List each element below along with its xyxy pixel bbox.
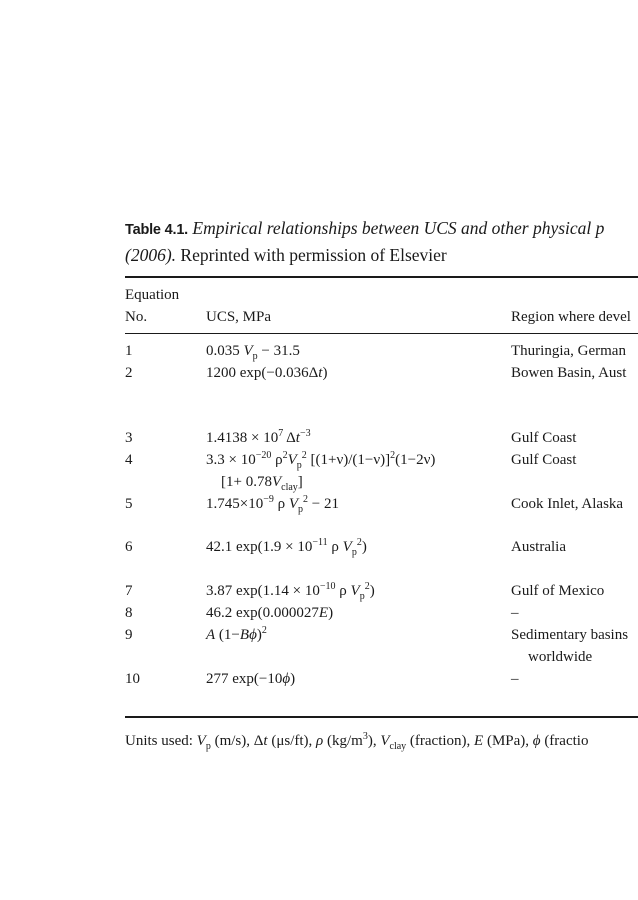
row-3-formula: $1.4138 \times 10^7$ $\Delta t^{-3}$	[206, 428, 311, 446]
row-5-formula: $1.745\times 10^{-9}$ ρ $V_p^2 - 21$	[206, 494, 339, 515]
row-8-region: –	[511, 605, 519, 621]
row-6-formula: 42.1 $\exp(1.9 \times 10^{-11}$ ρ $V_p^2$)	[206, 537, 367, 558]
row-8-no: 8	[125, 605, 133, 621]
caption-permission: Reprinted with permission of Elsevier	[180, 245, 447, 265]
row-7-formula: 3.87 $\exp(1.14 \times 10^{-10}$ ρ $V_p^2$)	[206, 581, 375, 602]
row-8-formula: 46.2 exp(0.000027E)	[206, 605, 334, 621]
table-caption	[125, 216, 638, 268]
row-7-region: Gulf of Mexico	[511, 583, 605, 599]
row-10-formula: 277 exp(−10ϕ)	[206, 671, 296, 687]
row-9-no: 9	[125, 627, 133, 643]
row-10-region: –	[511, 671, 519, 687]
header-equation: Equation	[125, 287, 180, 303]
row-2-no: 2	[125, 365, 133, 381]
table-bottom-rule	[125, 716, 638, 718]
row-1-formula: 0.035 $V_p - 31.5$	[206, 343, 300, 362]
row-1-no: 1	[125, 343, 133, 359]
row-9-region-line2: worldwide	[528, 649, 593, 665]
row-3-region: Gulf Coast	[511, 430, 577, 446]
units-footnote: Units used: $V_p$ (m/s), Δt (μs/ft), ρ $(kg/m^3)$, $V_{clay}$ (fraction), E (MPa), ϕ (fractio	[125, 731, 589, 752]
row-9-formula: A $(1-B\phi)^2$	[206, 625, 267, 643]
row-1-region: Thuringia, German	[511, 343, 626, 359]
header-no: No.	[125, 309, 148, 325]
row-5-region: Cook Inlet, Alaska	[511, 496, 624, 512]
caption-line-1	[125, 216, 638, 243]
row-4-formula-line2: $[1+ 0.78V_{clay}]$	[221, 474, 303, 493]
table-top-rule	[125, 276, 638, 278]
row-4-formula: $3.3 \times 10^{-20}$ $\rho^2V_p^2$ $[(1+\nu)/(1-\nu)]^2(1-2\nu)$	[206, 450, 436, 471]
row-2-region: Bowen Basin, Aust	[511, 365, 627, 381]
row-3-no: 3	[125, 430, 133, 446]
row-7-no: 7	[125, 583, 133, 599]
row-6-no: 6	[125, 539, 133, 555]
row-4-no: 4	[125, 452, 133, 468]
caption-year: (2006).	[125, 245, 177, 265]
row-9-region: Sedimentary basins	[511, 627, 629, 643]
table-label: Table 4.1.	[125, 222, 189, 238]
row-5-no: 5	[125, 496, 133, 512]
row-2-formula: 1200 exp(−0.036Δt)	[206, 365, 328, 381]
header-region: Region where devel	[511, 309, 631, 325]
header-ucs: UCS, MPa	[206, 309, 272, 325]
row-6-region: Australia	[511, 539, 566, 555]
row-10-no: 10	[125, 671, 140, 687]
header-rule	[125, 333, 638, 334]
caption-line-2	[125, 243, 638, 268]
table-title: Empirical relationships between UCS and other physical p	[192, 218, 605, 238]
row-4-region: Gulf Coast	[511, 452, 577, 468]
